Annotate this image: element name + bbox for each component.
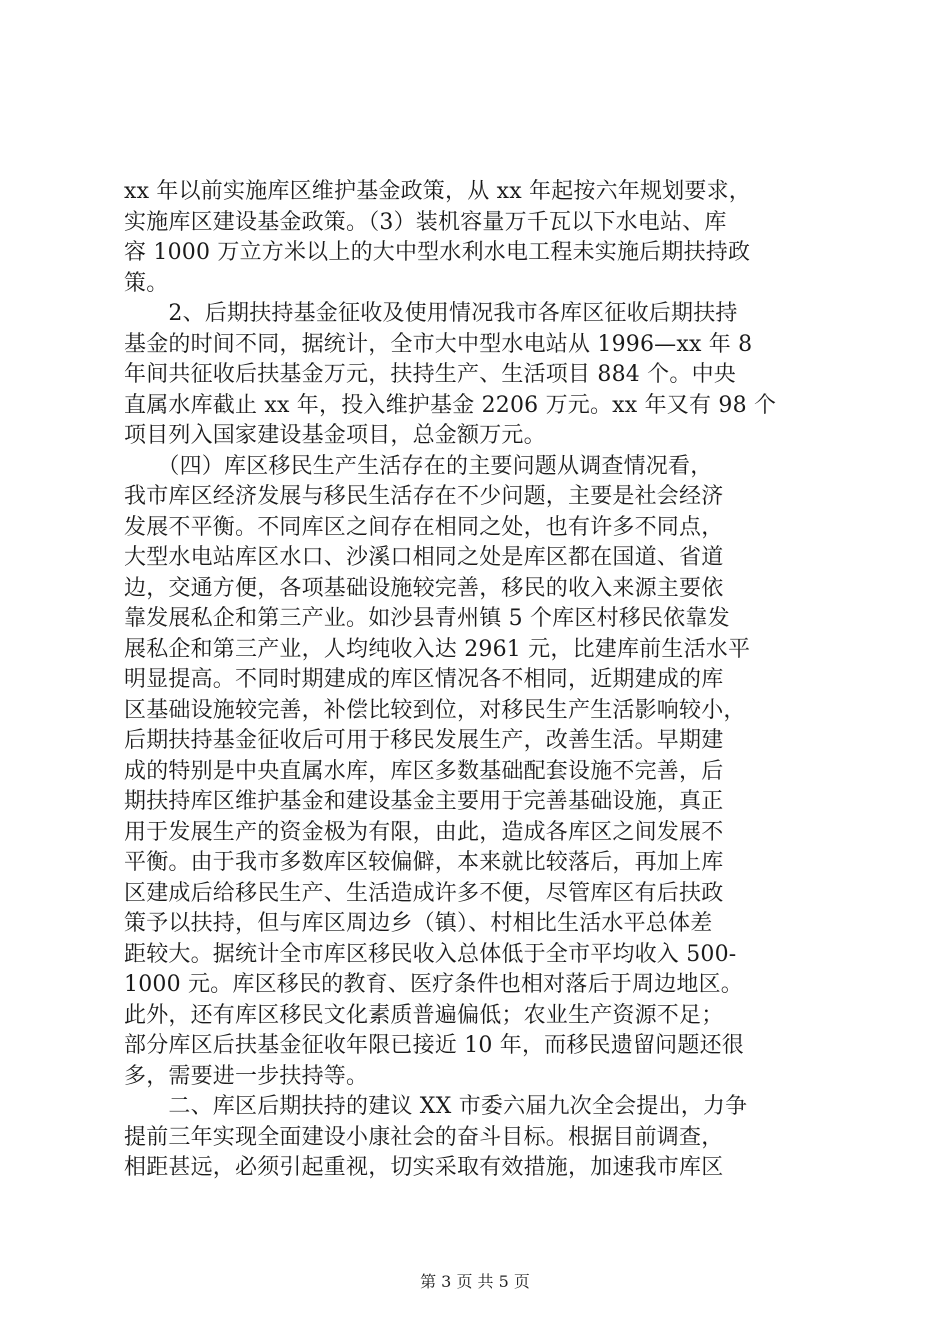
text-line: 多，需要进一步扶持等。 xyxy=(124,1063,369,1089)
text-line: 区基础设施较完善，补偿比较到位，对移民生产生活影响较小， xyxy=(124,697,746,723)
text-line: 1000 元。库区移民的教育、医疗条件也相对落后于周边地区。 xyxy=(124,972,743,997)
text-line: 边，交通方便，各项基础设施较完善，移民的收入来源主要依 xyxy=(124,575,724,601)
text-line: 容 1000 万立方米以上的大中型水利水电工程未实施后期扶持政 xyxy=(124,240,751,265)
text-line: 成的特别是中央直属水库，库区多数基础配套设施不完善，后 xyxy=(124,758,724,784)
text-line: 项目列入国家建设基金项目，总金额万元。 xyxy=(124,423,546,448)
text-line: 后期扶持基金征收后可用于移民发展生产，改善生活。早期建 xyxy=(124,728,724,753)
text-line: 我市库区经济发展与移民生活存在不少问题，主要是社会经济 xyxy=(124,484,724,509)
body-text xyxy=(124,177,836,1184)
text-line: 大型水电站库区水口、沙溪口相同之处是库区都在国道、省道 xyxy=(124,545,724,570)
text-line: 年间共征收后扶基金万元，扶持生产、生活项目 884 个。中央 xyxy=(124,362,736,387)
text-line: 相距甚远，必须引起重视，切实采取有效措施，加速我市库区 xyxy=(124,1155,724,1180)
text-line: 基金的时间不同，据统计，全市大中型水电站从 1996—xx 年 8 xyxy=(124,331,753,357)
text-line: 2、后期扶持基金征收及使用情况我市各库区征收后期扶持 xyxy=(124,301,738,326)
text-line: 部分库区后扶基金征收年限已接近 10 年，而移民遗留问题还很 xyxy=(124,1033,744,1058)
text-line: 实施库区建设基金政策。（3）装机容量万千瓦以下水电站、库 xyxy=(124,209,727,235)
text-line: （四）库区移民生产生活存在的主要问题从调查情况看， xyxy=(124,453,713,479)
text-line: 展私企和第三产业，人均纯收入达 2961 元，比建库前生活水平 xyxy=(124,636,751,662)
text-line: 二、库区后期扶持的建议 XX 市委六届九次全会提出，力争 xyxy=(124,1094,748,1119)
text-line: xx 年以前实施库区维护基金政策，从 xx 年起按六年规划要求， xyxy=(124,179,752,204)
text-line: 提前三年实现全面建设小康社会的奋斗目标。根据目前调查， xyxy=(124,1124,724,1150)
text-line: 区建成后给移民生产、生活造成许多不便，尽管库区有后扶政 xyxy=(124,880,724,906)
text-line: 用于发展生产的资金极为有限，由此，造成各库区之间发展不 xyxy=(124,819,724,845)
text-line: 平衡。由于我市多数库区较偏僻，本来就比较落后，再加上库 xyxy=(124,850,724,875)
text-line: 策。 xyxy=(124,270,169,296)
text-line: 策予以扶持，但与库区周边乡（镇）、村相比生活水平总体差 xyxy=(124,911,713,936)
text-line: 直属水库截止 xx 年，投入维护基金 2206 万元。xx 年又有 98 个 xyxy=(124,392,777,418)
text-line: 距较大。据统计全市库区移民收入总体低于全市平均收入 500- xyxy=(124,941,737,967)
text-line: 明显提高。不同时期建成的库区情况各不相同，近期建成的库 xyxy=(124,667,724,692)
text-line: 发展不平衡。不同库区之间存在相同之处，也有许多不同点， xyxy=(124,514,724,540)
text-line: 此外，还有库区移民文化素质普遍偏低；农业生产资源不足； xyxy=(124,1002,724,1028)
text-line: 期扶持库区维护基金和建设基金主要用于完善基础设施，真正 xyxy=(124,789,724,814)
text-line: 靠发展私企和第三产业。如沙县青州镇 5 个库区村移民依靠发 xyxy=(124,606,730,631)
page-number: 第 3 页 共 5 页 xyxy=(420,1272,530,1291)
page-footer xyxy=(0,1272,950,1292)
